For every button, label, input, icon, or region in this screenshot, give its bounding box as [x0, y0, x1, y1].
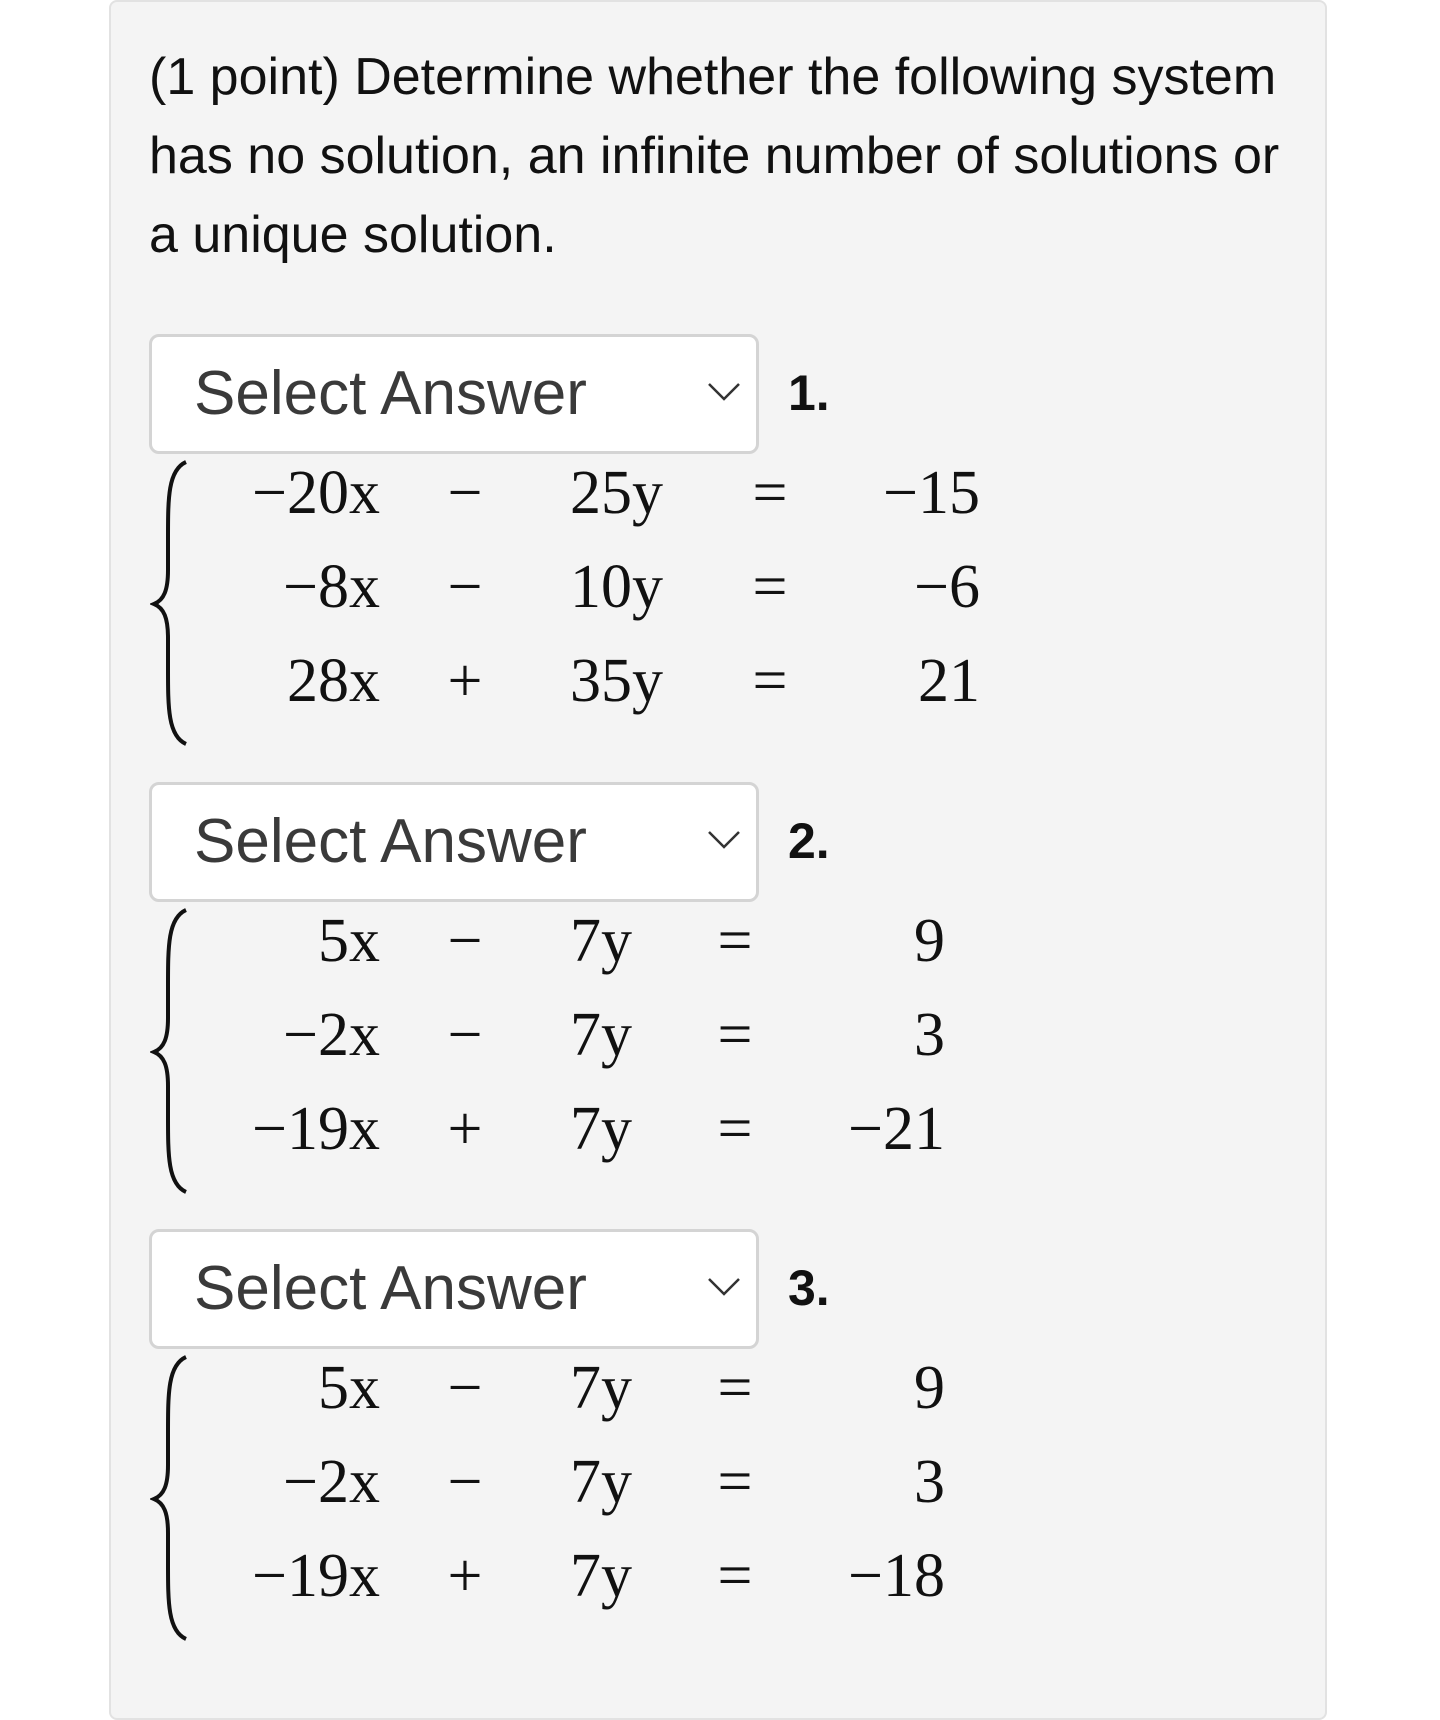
rhs-value: −18: [848, 1542, 945, 1610]
rhs-value: 9: [914, 1354, 945, 1422]
question-number-2: 2.: [788, 813, 830, 869]
operator: −: [447, 907, 483, 975]
equals-sign: =: [752, 553, 788, 621]
operator: −: [447, 459, 483, 527]
answer-select-2[interactable]: [149, 782, 759, 902]
operator: −: [447, 1448, 483, 1516]
equals-sign: =: [752, 647, 788, 715]
equals-sign: =: [717, 1448, 753, 1516]
question-number-3: 3.: [788, 1260, 830, 1316]
term-x: −20x: [252, 459, 380, 527]
rhs-value: −15: [883, 459, 980, 527]
equals-sign: =: [717, 1542, 753, 1610]
equation-system-2: [150, 906, 1050, 1196]
chevron-down-icon: [706, 1276, 742, 1298]
term-y: 7y: [570, 907, 632, 975]
term-y: 35y: [570, 647, 663, 715]
term-y: 7y: [570, 1354, 632, 1422]
equals-sign: =: [717, 1095, 753, 1163]
operator: +: [447, 1095, 483, 1163]
rhs-value: −6: [914, 553, 980, 621]
chevron-down-icon: [706, 829, 742, 851]
term-x: −2x: [283, 1001, 380, 1069]
rhs-value: 3: [914, 1001, 945, 1069]
term-y: 7y: [570, 1095, 632, 1163]
term-y: 7y: [570, 1542, 632, 1610]
operator: +: [447, 647, 483, 715]
equation-system-1: [150, 458, 1050, 748]
equation-system-3: [150, 1353, 1050, 1643]
term-x: 5x: [318, 1354, 380, 1422]
term-y: 7y: [570, 1001, 632, 1069]
select-value: Select Answer: [194, 1254, 587, 1323]
term-x: −19x: [252, 1095, 380, 1163]
rhs-value: −21: [848, 1095, 945, 1163]
equals-sign: =: [717, 907, 753, 975]
rhs-value: 9: [914, 907, 945, 975]
term-x: −2x: [283, 1448, 380, 1516]
equals-sign: =: [752, 459, 788, 527]
rhs-value: 3: [914, 1448, 945, 1516]
select-value: Select Answer: [194, 359, 587, 428]
operator: +: [447, 1542, 483, 1610]
select-value: Select Answer: [194, 807, 587, 876]
rhs-value: 21: [918, 647, 980, 715]
term-y: 7y: [570, 1448, 632, 1516]
operator: −: [447, 1001, 483, 1069]
operator: −: [447, 553, 483, 621]
term-y: 25y: [570, 459, 663, 527]
question-number-1: 1.: [788, 365, 830, 421]
chevron-down-icon: [706, 381, 742, 403]
operator: −: [447, 1354, 483, 1422]
term-x: 5x: [318, 907, 380, 975]
answer-select-3[interactable]: [149, 1229, 759, 1349]
equals-sign: =: [717, 1001, 753, 1069]
term-x: −8x: [283, 553, 380, 621]
answer-select-1[interactable]: [149, 334, 759, 454]
term-x: −19x: [252, 1542, 380, 1610]
term-y: 10y: [570, 553, 663, 621]
equals-sign: =: [717, 1354, 753, 1422]
problem-prompt: (1 point) Determine whether the following system has no solution, an infinite number of solutions or a unique solution.: [149, 48, 1280, 264]
term-x: 28x: [287, 647, 380, 715]
